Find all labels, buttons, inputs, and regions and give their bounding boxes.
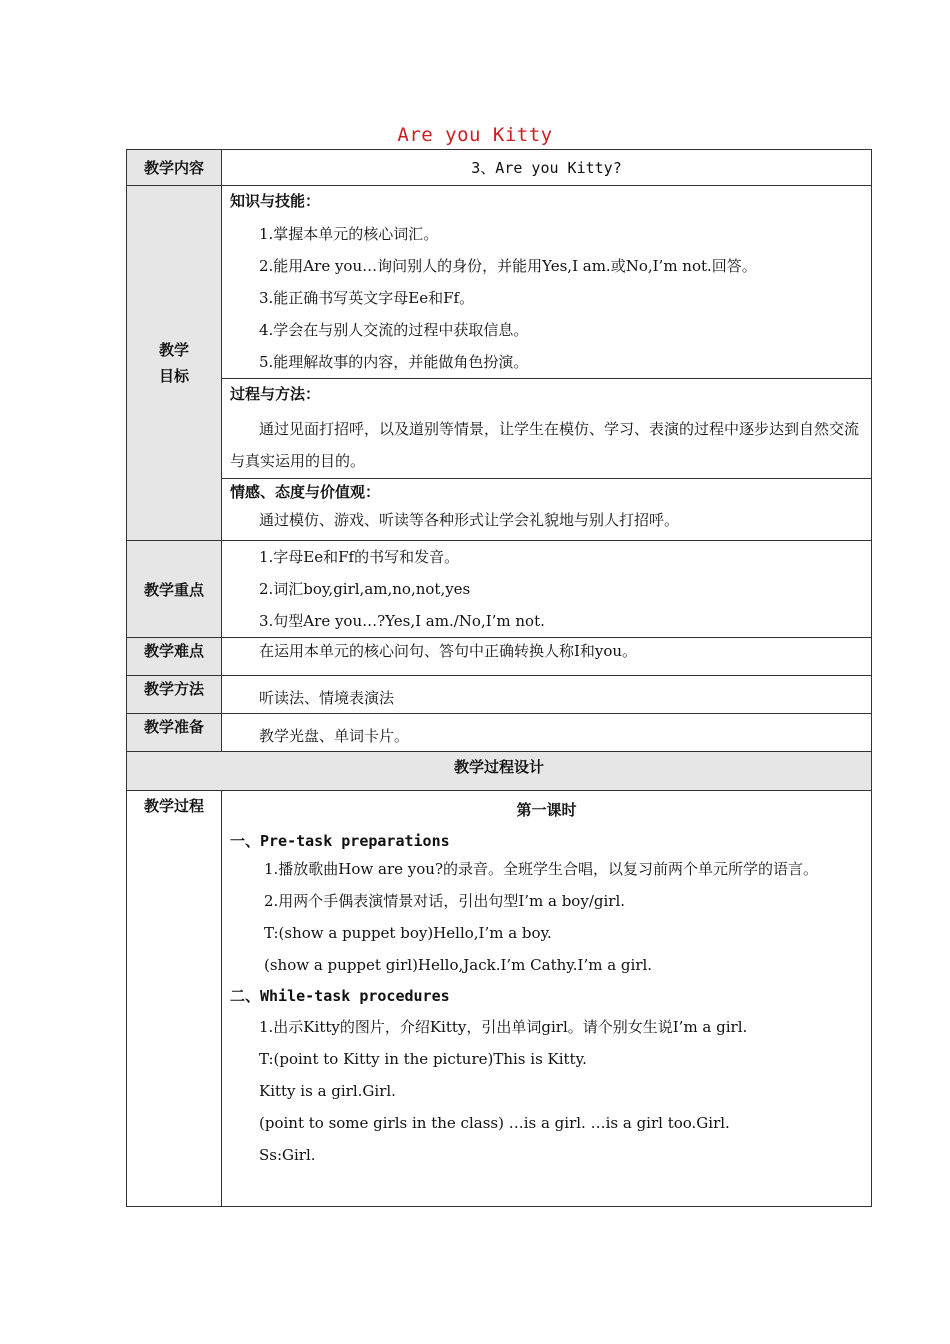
label-design: 教学过程设计 bbox=[127, 752, 872, 791]
knowledge-heading: 知识与技能： bbox=[230, 192, 321, 210]
section2-line: T:(point to Kitty in the picture)This is Kitty. bbox=[259, 1050, 587, 1068]
prep-cell bbox=[222, 714, 872, 752]
section1-item4: (show a puppet girl)Hello,Jack.I’m Cathy.I’m a girl. bbox=[264, 956, 653, 974]
section2-line: 1.出示Kitty的图片，介绍Kitty，引出单词girl。请个别女生说I’m a girl. bbox=[259, 1018, 748, 1036]
row-prep bbox=[127, 714, 872, 752]
emotion-text: 通过模仿、游戏、听读等各种形式让学会礼貌地与别人打招呼。 bbox=[259, 511, 680, 529]
section1-item3: T:(show a puppet boy)Hello,I’m a boy. bbox=[264, 924, 552, 942]
row-difficulty bbox=[127, 638, 872, 676]
lesson-heading: 第一课时 bbox=[516, 801, 577, 819]
difficulty-text: 在运用本单元的核心问句、答句中正确转换人称I和you。 bbox=[259, 642, 638, 660]
difficulty-cell bbox=[222, 638, 872, 676]
section1-item1: 1.播放歌曲How are you?的录音。全班学生合唱，以复习前两个单元所学的语言。 bbox=[264, 860, 818, 878]
process-cell bbox=[222, 379, 872, 479]
label-goals-line1: 教学 bbox=[158, 341, 189, 359]
key-item: 3.句型Are you…?Yes,I am./No,I’m not. bbox=[259, 612, 545, 630]
knowledge-item: 3.能正确书写英文字母Ee和Ff。 bbox=[259, 289, 475, 307]
document-title: Are you Kitty bbox=[397, 124, 553, 146]
key-cell bbox=[222, 541, 872, 638]
knowledge-item: 2.能用Are you…询问别人的身份，并能用Yes,I am.或No,I’m not.回答。 bbox=[259, 257, 757, 275]
section1-item2: 2.用两个手偶表演情景对话，引出句型I’m a boy/girl. bbox=[264, 892, 626, 910]
section2-line: Kitty is a girl.Girl. bbox=[259, 1082, 396, 1100]
emotion-heading: 情感、态度与价值观： bbox=[230, 483, 381, 501]
label-method: 教学方法 bbox=[127, 676, 222, 714]
label-prep: 教学准备 bbox=[127, 714, 222, 752]
process-heading: 过程与方法： bbox=[230, 385, 321, 403]
section2-line: Ss:Girl. bbox=[259, 1146, 316, 1164]
emotion-cell bbox=[222, 479, 872, 541]
prep-text: 教学光盘、单词卡片。 bbox=[259, 727, 410, 745]
label-goals bbox=[127, 186, 222, 541]
knowledge-item: 5.能理解故事的内容，并能做角色扮演。 bbox=[259, 353, 529, 371]
method-text: 听读法、情境表演法 bbox=[259, 689, 395, 707]
row-procedure bbox=[127, 791, 872, 1207]
label-content: 教学内容 bbox=[127, 150, 222, 186]
section2-heading-text: 二、While-task procedures bbox=[230, 987, 450, 1005]
content-value: 3、Are you Kitty? bbox=[222, 150, 872, 186]
label-procedure: 教学过程 bbox=[127, 791, 222, 1207]
row-design bbox=[127, 752, 872, 791]
key-item: 2.词汇boy,girl,am,no,not,yes bbox=[259, 580, 471, 598]
label-key: 教学重点 bbox=[127, 541, 222, 638]
section2-heading bbox=[222, 981, 871, 1011]
row-content bbox=[127, 150, 872, 186]
key-item: 1.字母Ee和Ff的书写和发音。 bbox=[259, 548, 460, 566]
row-goals-emotion bbox=[127, 479, 872, 541]
row-key bbox=[127, 541, 872, 638]
section1-heading-text: 一、Pre-task preparations bbox=[230, 832, 450, 850]
knowledge-cell bbox=[222, 186, 872, 379]
label-goals-line2: 目标 bbox=[158, 367, 189, 385]
section2-line: (point to some girls in the class) …is a girl. …is a girl too.Girl. bbox=[259, 1114, 730, 1132]
row-method bbox=[127, 676, 872, 714]
row-goals-process bbox=[127, 379, 872, 479]
row-goals-knowledge bbox=[127, 186, 872, 379]
knowledge-item: 4.学会在与别人交流的过程中获取信息。 bbox=[259, 321, 529, 339]
lesson-plan-table bbox=[126, 149, 872, 1207]
section1-heading bbox=[222, 821, 871, 853]
label-difficulty: 教学难点 bbox=[127, 638, 222, 676]
procedure-cell bbox=[222, 791, 872, 1207]
process-text: 通过见面打招呼，以及道别等情景，让学生在模仿、学习、表演的过程中逐步达到自然交流与真实运用的目的。 bbox=[230, 420, 860, 470]
knowledge-item: 1.掌握本单元的核心词汇。 bbox=[259, 225, 439, 243]
method-cell bbox=[222, 676, 872, 714]
